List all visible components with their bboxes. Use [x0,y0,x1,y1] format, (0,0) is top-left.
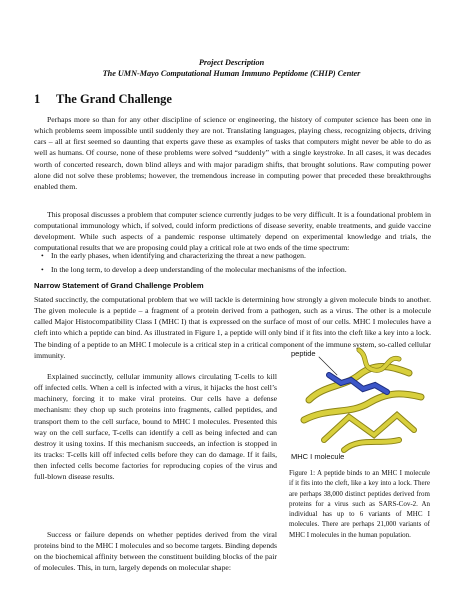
figure-label-mhc: MHC I molecule [291,452,345,460]
section-title: The Grand Challenge [56,92,172,106]
intro-paragraph-2: This proposal discusses a problem that computer science currently judges to be very difficult. It is a foundational problem in computational immunology which, if solved, could inform predictions of disease severity, enable treatments, and guide vaccine development. While such aspects of a pandemic response ultimately depend on experimental knowledge and trials, the computational results that we are proposing could play a critical role at two ends of the time spectrum: [34,210,431,253]
section-heading [34,92,172,107]
subsection-heading: Narrow Statement of Grand Challenge Problem [34,281,204,290]
figure-label-peptide: peptide [291,349,316,358]
bullet-text: In the long term, to develop a deep understanding of the molecular mechanisms of the infection. [51,265,347,274]
narrow-paragraph-1: Stated succinctly, the computational problem that we will tackle is determining how strongly a given molecule binds to another. The given molecule is a peptide – a fragment of a protein derived from a pathogen, such as a virus. The other is a molecule called Major Histocompatibility Class I (MHC I) that is expressed on the surface of most of our cells. MHC I molecules have a cleft into which a peptide can bind. As illustrated in Figure 1, a peptide will only bind if it fits into the cleft like a key into a lock. The binding of a peptide to an MHC I molecule is a critical step in a critical component of the immune system, so-called cellular immunity. [34,295,431,360]
bullet-icon: • [41,265,44,274]
intro-paragraph-1: Perhaps more so than for any other discipline of science or engineering, the history of computer science has been one in which problems seem impossible until suddenly they are not. Translating languages, playing chess, recognizing objects, driving cars – all at first seemed so daunting that experts gave these as examples of tasks that computers might never be able to do as well as humans. Of course, none of these problems were solved “suddenly” with a single keystroke. In all cases, it was decades worth of concerted research, down blind alleys and with major paradigm shifts, that brought solutions. Raw computing power alone did not solve these problems; however, the tremendous increase in computing power that preceded these breakthroughs enabled them. [34,115,431,191]
section-number: 1 [34,92,41,106]
bullet-item [41,250,431,261]
figure-1-mhc-structure [289,345,432,460]
ribbon-helix [304,394,421,420]
bullet-text: In the early phases, when identifying and characterizing the threat a new pathogen. [51,251,306,260]
bullet-icon: • [41,251,44,260]
ribbon-sheet [344,440,399,450]
header-subtitle: The UMN-Mayo Computational Human Immuno Peptidome (CHIP) Center [102,69,361,78]
bullet-item [41,264,431,275]
ribbon-sheet [324,415,414,440]
figure-caption: Figure 1: A peptide binds to an MHC I molecule if it fits into the cleft, like a key into a lock. There are perhaps 38,000 distinct peptides derived from proteins for a virus such as SARS-Cov-2. An individual has up to 6 variants of MHC I molecules. There are perhaps 21,000 variants of MHC I molecules in the human population. [289,469,430,539]
header-title: Project Description [198,58,265,67]
narrow-paragraph-3: Success or failure depends on whether peptides derived from the viral proteins bind to the MHC I molecules and so become targets. Binding depends on the biochemical affinity between the constituent building blocks of the pair of molecules. This, in turn, largely depends on molecular shape: [34,530,277,573]
narrow-paragraph-2: Explained succinctly, cellular immunity allows circulating T-cells to kill off infected cells. When a cell is infected with a virus, it hijacks the host cell’s machinery, forcing it to make viral proteins. Our cells have a defense mechanism: they chop up such proteins into fragments, called peptides, and transport them to the cell surface, bound to MHC I molecules. Presented this way on the cell surface, T-cells can identify a cell as being infected and can destroy it using toxins. If this mechanism succeeds, an infection is stopped in its tracks: T-cells kill off infected cells before they can do damage. If it fails, then infected cells become factories for reproducing copies of the virus and full-blown disease results. [34,372,277,482]
